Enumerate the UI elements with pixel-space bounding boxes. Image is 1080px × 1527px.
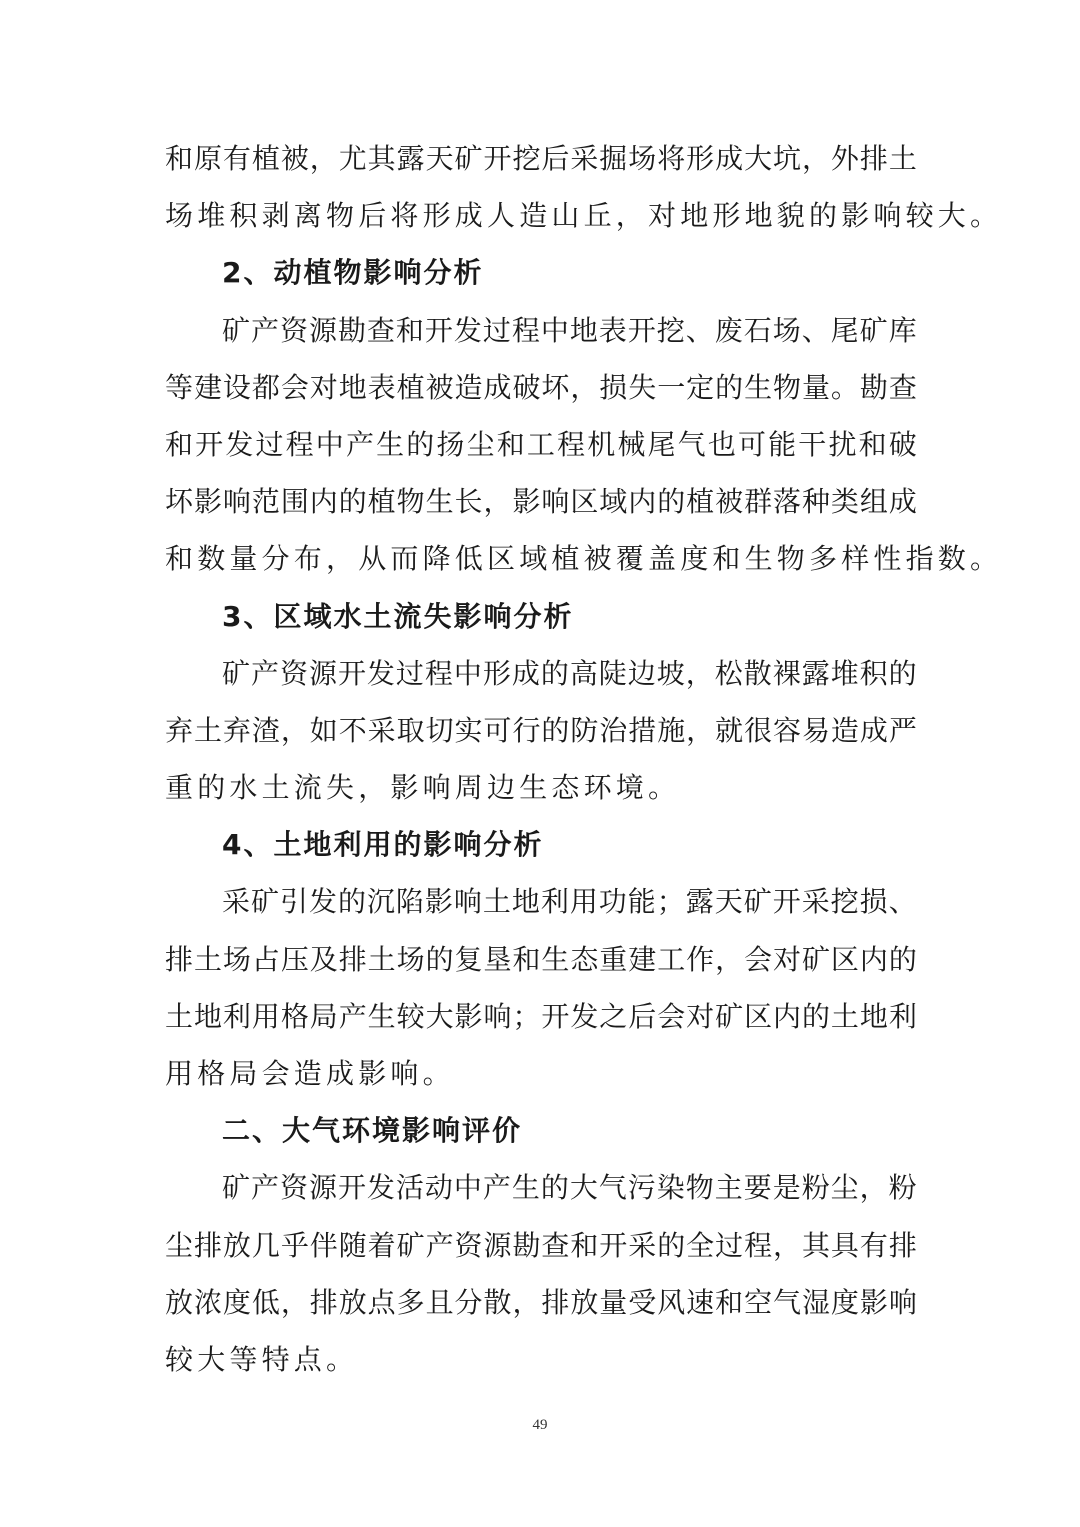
paragraph-line: 和数量分布，从而降低区域植被覆盖度和生物多样性指数。 [165,542,1003,576]
section-heading: 二、大气环境影响评价 [222,1114,523,1148]
paragraph-line: 重的水土流失，影响周边生态环境。 [165,771,681,805]
paragraph-line: 矿 产 资 源 开 发 活 动 中 产 生 的 大 气 污 染 物 主 要 是 粉 尘 ， 粉 [222,1171,917,1205]
document-body [165,130,1003,1388]
section-heading: 4、土地利用的影响分析 [222,828,544,862]
paragraph-line: 矿 产 资 源 开 发 过 程 中 形 成 的 高 陡 边 坡 ， 松 散 裸 露 堆 积 的 [222,656,917,690]
paragraph-line: 放 浓 度 低 ， 排 放 点 多 且 分 散 ， 排 放 量 受 风 速 和 空 气 湿 度 影 响 [165,1285,917,1319]
section-heading: 3、区域水土流失影响分析 [222,599,574,633]
paragraph-line: 排 土 场 占 压 及 排 土 场 的 复 垦 和 生 态 重 建 工 作 ， 会 对 矿 区 内 的 [165,942,917,976]
paragraph-line: 土 地 利 用 格 局 产 生 较 大 影 响 ； 开 发 之 后 会 对 矿 区 内 的 土 地 利 [165,999,917,1033]
paragraph-line: 弃 土 弃 渣 ， 如 不 采 取 切 实 可 行 的 防 治 措 施 ， 就 很 容 易 造 成 严 [165,713,917,747]
paragraph-line: 用格局会造成影响。 [165,1057,455,1090]
paragraph-line: 矿 产 资 源 勘 查 和 开 发 过 程 中 地 表 开 挖 、 废 石 场 、 尾 矿 库 [222,313,917,347]
section-heading: 2、动植物影响分析 [222,256,484,290]
paragraph-line: 和 开 发 过 程 中 产 生 的 扬 尘 和 工 程 机 械 尾 气 也 可 能 干 扰 和 破 [165,427,917,461]
paragraph-line: 尘 排 放 几 乎 伴 随 着 矿 产 资 源 勘 查 和 开 采 的 全 过 程 ， 其 具 有 排 [165,1228,917,1262]
paragraph-line: 场堆积剥离物后将形成人造山丘，对地形地貌的影响较大。 [165,199,1003,233]
page-number: 49 [532,1417,548,1433]
paragraph-line: 等 建 设 都 会 对 地 表 植 被 造 成 破 坏 ， 损 失 一 定 的 生 物 量 。 勘 查 [165,370,917,404]
paragraph-line: 和 原 有 植 被 ， 尤 其 露 天 矿 开 挖 后 采 掘 场 将 形 成 大 坑 ， 外 排 土 [165,142,917,175]
paragraph-line: 采 矿 引 发 的 沉 陷 影 响 土 地 利 用 功 能 ； 露 天 矿 开 采 挖 损 、 [222,885,917,919]
paragraph-line: 坏 影 响 范 围 内 的 植 物 生 长 ， 影 响 区 域 内 的 植 被 群 落 种 类 组 成 [165,485,917,519]
paragraph-line: 较大等特点。 [165,1342,359,1376]
